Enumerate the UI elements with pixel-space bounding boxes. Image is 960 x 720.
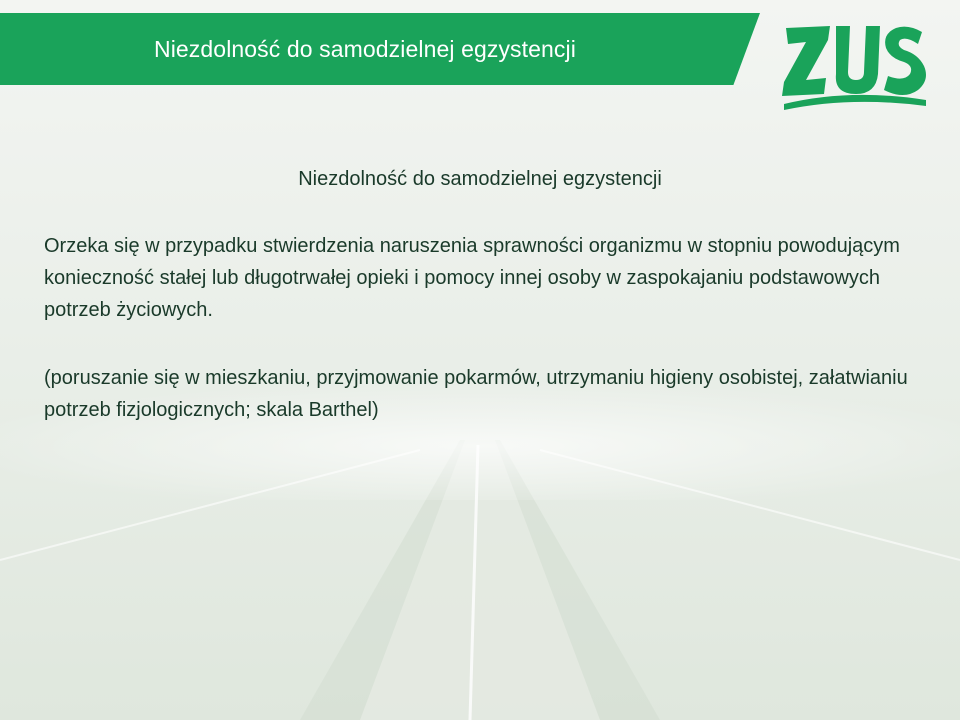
zus-logo-icon bbox=[780, 18, 930, 110]
header-title: Niezdolność do samodzielnej egzystencji bbox=[154, 35, 576, 62]
page-subtitle: Niezdolność do samodzielnej egzystencji bbox=[298, 168, 662, 190]
definition-paragraph: Orzeka się w przypadku stwierdzenia naruszenia sprawności organizmu w stopniu powodującym konieczność stałej lub długotrwałej opieki i pomocy innej osoby w zaspokajaniu podstawowych potrzeb życiowych. bbox=[44, 235, 900, 321]
zus-logo bbox=[780, 18, 930, 110]
examples-paragraph: (poruszanie się w mieszkaniu, przyjmowanie pokarmów, utrzymaniu higieny osobistej, załatwianiu potrzeb fizjologicznych; skala Barthel) bbox=[44, 367, 908, 421]
